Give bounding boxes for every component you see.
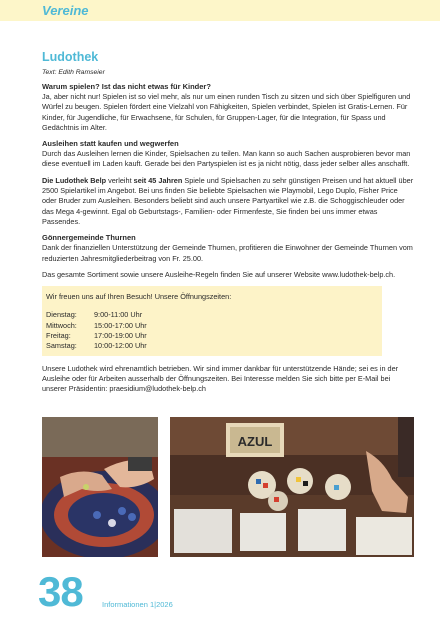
hours-row — [46, 321, 378, 331]
paragraph-closing: Unsere Ludothek wird ehrenamtlich betrieben. Wir sind immer dankbar für unterstützende Hände; sei es in der Ausleihe oder für Arbeiten ausserhalb der Öffnungszeiten. Bei Interesse melden Sie sich bitte per E-Mail bei unserer Präsidentin: praesidium@ludothek-belp.ch — [42, 363, 399, 394]
paragraph-goenner: Dank der finanziellen Unterstützung der Gemeinde Thurnen, profitieren die Einwohner der Gemeinde Thurnen vom reduzierten Jahresmitgliederbeitrag von Fr. 25.00. — [42, 243, 413, 263]
subheading-ausleihen: Ausleihen statt kaufen und wegwerfen — [42, 139, 179, 149]
hours-day: Dienstag: — [46, 310, 77, 320]
hours-row — [46, 341, 378, 351]
photo-board-game-hands — [42, 417, 158, 557]
section-header-bar — [0, 0, 440, 21]
subheading-warum: Warum spielen? Ist das nicht etwas für Kinder? — [42, 82, 211, 91]
photo-azul-game-illustration — [170, 417, 414, 557]
photo-row — [42, 417, 414, 557]
article — [42, 50, 414, 401]
page-number: 38 — [38, 568, 83, 615]
paragraph-website: Das gesamte Sortiment sowie unsere Ausleihe-Regeln finden Sie auf unserer Website www.ludothek-belp.ch. — [42, 269, 396, 279]
paragraph-warum: Ja, aber nicht nur! Spielen ist so viel mehr, als nur um einen runden Tisch zu sitzen und sich über Spielfiguren und Würfel zu beugen. Spielen fördert eine Vielzahl von Fähigkeiten, Spielen verbindet, Spielen ist Gratis-Lernen. Für Kinder, für Jugendliche, für Erwachsene, für Schulen, für Gruppen-Lager, für die Integration, für Spass und Gedächtnis im Alter. — [42, 92, 411, 132]
hours-time: 9:00-11:00 Uhr — [94, 310, 143, 320]
article-title: Ludothek — [42, 50, 99, 64]
ludothek-text-b: Spiele und Spielsachen zu sehr günstigen Preisen und hat aktuell über 2500 Spielartikel im Angebot. Bei uns finden Sie beliebte Spielsachen wie Playmobil, Lego Duplo, Fisher Price oder Bruder zum Ausleihen. Besonders beliebt sind auch unsere Partyartikel wie z.B. die Schoggischleuder oder das Mega 4-gewinnt. Egal ob Geburtstags-, Familien- oder Firmenfeste, Sie finden bei uns immer etwas Passendes. — [42, 175, 414, 226]
ludothek-name: Die Ludothek Belp — [42, 175, 107, 185]
opening-hours-box — [42, 286, 382, 355]
publication-label: Informationen 1|2026 — [102, 600, 173, 609]
paragraph-ludothek — [42, 176, 414, 227]
photo-board-game-hands-illustration — [42, 417, 158, 557]
subheading-goenner: Gönnergemeinde Thurnen — [42, 233, 136, 243]
ludothek-years: seit 45 Jahren — [133, 175, 183, 185]
photo-azul-game — [170, 417, 414, 557]
section-title: Vereine — [42, 3, 89, 18]
ludothek-text-a: verleiht — [106, 175, 134, 185]
hours-time: 17:00-19:00 Uhr — [94, 331, 147, 341]
hours-row — [46, 331, 378, 341]
hours-day: Freitag: — [46, 331, 71, 341]
hours-time: 10:00-12:00 Uhr — [94, 341, 147, 351]
hours-row — [46, 310, 378, 320]
paragraph-ausleihen: Durch das Ausleihen lernen die Kinder, Spielsachen zu teilen. Man kann so auch Sachen ausprobieren bevor man diese eventuell im Laden kauft. Gerade bei den Partyspielen ist es ja nicht nötig, dass jeder selber alles anschafft. — [42, 149, 411, 169]
byline: Text: Edith Ramseier — [42, 69, 105, 76]
hours-day: Samstag: — [46, 341, 77, 351]
hours-day: Mittwoch: — [46, 320, 77, 330]
hours-time: 15:00-17:00 Uhr — [94, 320, 147, 330]
azul-box-label: AZUL — [237, 434, 273, 449]
opening-hours-intro: Wir freuen uns auf Ihren Besuch! Unsere Öffnungszeiten: — [46, 292, 232, 302]
